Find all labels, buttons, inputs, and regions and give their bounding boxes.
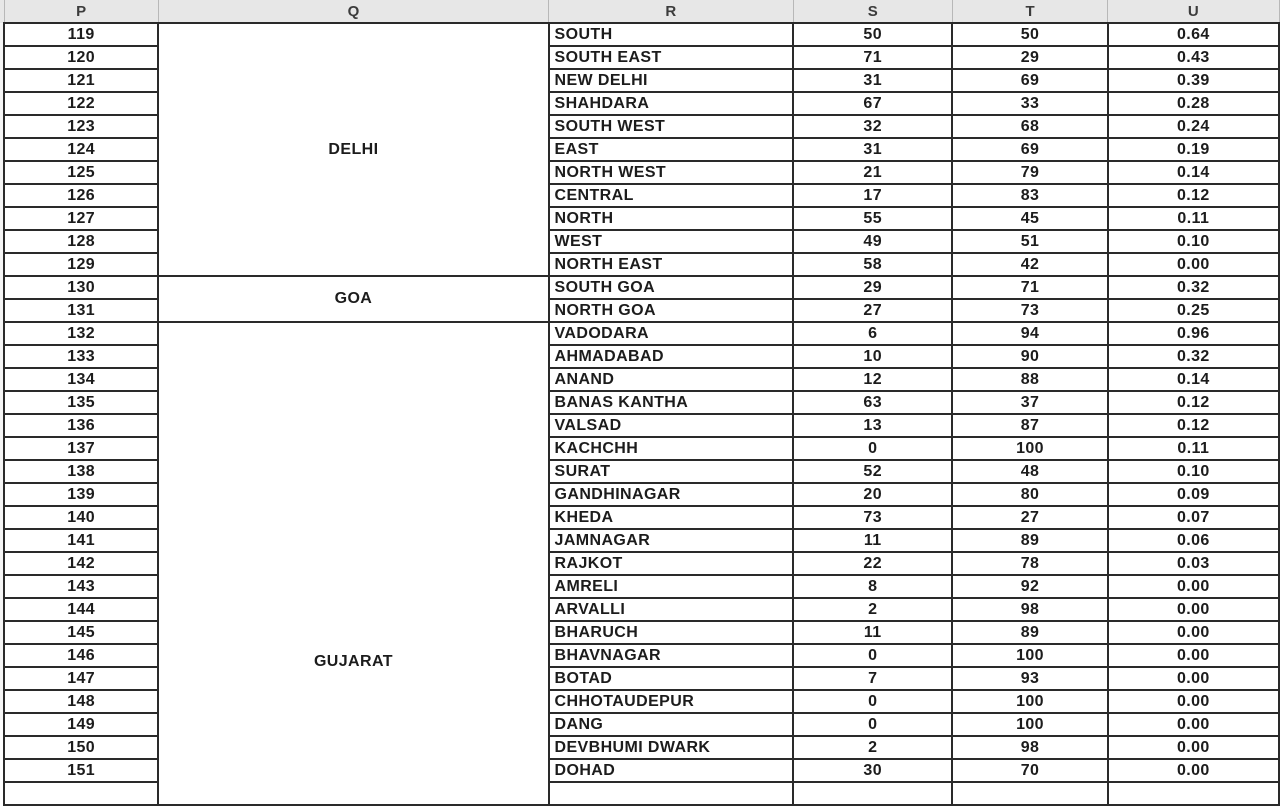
district-cell[interactable]: ANAND xyxy=(549,368,794,391)
value-t-cell[interactable]: 68 xyxy=(952,115,1107,138)
row-serial-cell[interactable]: 121 xyxy=(4,69,158,92)
value-t-cell[interactable]: 45 xyxy=(952,207,1107,230)
row-serial-cell[interactable]: 124 xyxy=(4,138,158,161)
value-t-cell[interactable]: 69 xyxy=(952,69,1107,92)
value-t-cell[interactable]: 100 xyxy=(952,690,1107,713)
value-s-cell[interactable]: 6 xyxy=(793,322,952,345)
column-header-p[interactable]: P xyxy=(4,0,158,23)
value-s-cell[interactable]: 27 xyxy=(793,299,952,322)
row-serial-cell[interactable]: 139 xyxy=(4,483,158,506)
table-row xyxy=(4,322,1279,345)
column-header-r[interactable]: R xyxy=(549,0,794,23)
value-t-cell[interactable]: 78 xyxy=(952,552,1107,575)
district-cell[interactable]: CHHOTAUDEPUR xyxy=(549,690,794,713)
value-t-cell[interactable]: 83 xyxy=(952,184,1107,207)
value-u-cell[interactable]: 0.00 xyxy=(1108,713,1279,736)
district-cell[interactable]: JAMNAGAR xyxy=(549,529,794,552)
value-u-cell[interactable]: 0.00 xyxy=(1108,253,1279,276)
value-s-cell[interactable]: 52 xyxy=(793,460,952,483)
value-s-cell[interactable]: 50 xyxy=(793,23,952,46)
value-u-cell[interactable] xyxy=(1108,782,1279,805)
district-cell[interactable]: SOUTH WEST xyxy=(549,115,794,138)
district-cell[interactable]: GANDHINAGAR xyxy=(549,483,794,506)
row-serial-cell[interactable]: 151 xyxy=(4,759,158,782)
value-t-cell[interactable]: 100 xyxy=(952,713,1107,736)
value-u-cell[interactable]: 0.11 xyxy=(1108,437,1279,460)
value-t-cell[interactable]: 73 xyxy=(952,299,1107,322)
value-t-cell[interactable]: 98 xyxy=(952,598,1107,621)
value-u-cell[interactable]: 0.03 xyxy=(1108,552,1279,575)
row-serial-cell[interactable]: 149 xyxy=(4,713,158,736)
value-s-cell[interactable]: 63 xyxy=(793,391,952,414)
district-cell[interactable]: BOTAD xyxy=(549,667,794,690)
district-cell[interactable]: CENTRAL xyxy=(549,184,794,207)
value-t-cell[interactable]: 93 xyxy=(952,667,1107,690)
value-u-cell[interactable]: 0.10 xyxy=(1108,230,1279,253)
value-s-cell[interactable]: 31 xyxy=(793,69,952,92)
value-s-cell[interactable]: 2 xyxy=(793,736,952,759)
column-header-row xyxy=(4,0,1279,23)
column-header-u[interactable]: U xyxy=(1108,0,1279,23)
value-s-cell[interactable]: 8 xyxy=(793,575,952,598)
row-serial-cell[interactable]: 127 xyxy=(4,207,158,230)
row-serial-cell[interactable]: 147 xyxy=(4,667,158,690)
value-s-cell[interactable]: 11 xyxy=(793,621,952,644)
district-cell[interactable]: AMRELI xyxy=(549,575,794,598)
row-serial-cell[interactable]: 130 xyxy=(4,276,158,299)
value-t-cell[interactable]: 100 xyxy=(952,437,1107,460)
value-s-cell[interactable] xyxy=(793,782,952,805)
value-u-cell[interactable]: 0.07 xyxy=(1108,506,1279,529)
district-cell[interactable]: SOUTH xyxy=(549,23,794,46)
district-cell[interactable]: ARVALLI xyxy=(549,598,794,621)
district-cell[interactable]: RAJKOT xyxy=(549,552,794,575)
table-row xyxy=(4,23,1279,46)
district-cell[interactable]: WEST xyxy=(549,230,794,253)
value-u-cell[interactable]: 0.00 xyxy=(1108,667,1279,690)
value-t-cell[interactable]: 37 xyxy=(952,391,1107,414)
value-u-cell[interactable]: 0.12 xyxy=(1108,414,1279,437)
row-serial-cell[interactable]: 148 xyxy=(4,690,158,713)
value-t-cell[interactable]: 27 xyxy=(952,506,1107,529)
value-u-cell[interactable]: 0.25 xyxy=(1108,299,1279,322)
row-serial-cell[interactable]: 131 xyxy=(4,299,158,322)
district-cell[interactable]: SURAT xyxy=(549,460,794,483)
row-serial-cell[interactable]: 135 xyxy=(4,391,158,414)
district-cell[interactable]: EAST xyxy=(549,138,794,161)
value-s-cell[interactable]: 55 xyxy=(793,207,952,230)
value-u-cell[interactable]: 0.00 xyxy=(1108,736,1279,759)
value-t-cell[interactable]: 51 xyxy=(952,230,1107,253)
state-merged-cell[interactable] xyxy=(158,23,548,276)
district-cell[interactable]: SOUTH EAST xyxy=(549,46,794,69)
value-u-cell[interactable]: 0.12 xyxy=(1108,391,1279,414)
district-cell[interactable]: SHAHDARA xyxy=(549,92,794,115)
value-s-cell[interactable]: 2 xyxy=(793,598,952,621)
district-cell[interactable]: NORTH GOA xyxy=(549,299,794,322)
district-cell[interactable]: NEW DELHI xyxy=(549,69,794,92)
row-serial-cell[interactable]: 140 xyxy=(4,506,158,529)
district-cell[interactable]: NORTH xyxy=(549,207,794,230)
value-t-cell[interactable]: 89 xyxy=(952,621,1107,644)
row-serial-cell[interactable]: 145 xyxy=(4,621,158,644)
value-u-cell[interactable]: 0.00 xyxy=(1108,598,1279,621)
value-t-cell[interactable]: 88 xyxy=(952,368,1107,391)
value-u-cell[interactable]: 0.00 xyxy=(1108,575,1279,598)
row-serial-cell[interactable]: 129 xyxy=(4,253,158,276)
row-serial-cell[interactable]: 150 xyxy=(4,736,158,759)
value-t-cell[interactable]: 50 xyxy=(952,23,1107,46)
value-s-cell[interactable]: 7 xyxy=(793,667,952,690)
state-merged-cell[interactable] xyxy=(158,276,548,322)
row-serial-cell[interactable]: 134 xyxy=(4,368,158,391)
row-serial-cell[interactable]: 132 xyxy=(4,322,158,345)
value-s-cell[interactable]: 10 xyxy=(793,345,952,368)
value-t-cell[interactable]: 48 xyxy=(952,460,1107,483)
row-serial-cell[interactable]: 142 xyxy=(4,552,158,575)
row-serial-cell[interactable]: 125 xyxy=(4,161,158,184)
row-serial-cell[interactable]: 143 xyxy=(4,575,158,598)
row-serial-cell[interactable]: 138 xyxy=(4,460,158,483)
value-t-cell[interactable]: 90 xyxy=(952,345,1107,368)
value-s-cell[interactable]: 30 xyxy=(793,759,952,782)
value-s-cell[interactable]: 58 xyxy=(793,253,952,276)
district-cell[interactable]: SOUTH GOA xyxy=(549,276,794,299)
district-cell[interactable]: KACHCHH xyxy=(549,437,794,460)
row-serial-cell[interactable]: 119 xyxy=(4,23,158,46)
value-s-cell[interactable]: 22 xyxy=(793,552,952,575)
district-cell[interactable]: BANAS KANTHA xyxy=(549,391,794,414)
value-u-cell[interactable]: 0.28 xyxy=(1108,92,1279,115)
row-serial-cell[interactable] xyxy=(4,782,158,805)
value-t-cell[interactable]: 94 xyxy=(952,322,1107,345)
district-cell[interactable]: DANG xyxy=(549,713,794,736)
district-cell[interactable]: DEVBHUMI DWARK xyxy=(549,736,794,759)
district-cell[interactable]: BHAVNAGAR xyxy=(549,644,794,667)
value-t-cell[interactable]: 71 xyxy=(952,276,1107,299)
spreadsheet-grid xyxy=(3,0,1280,806)
row-serial-cell[interactable]: 133 xyxy=(4,345,158,368)
state-label: DELHI xyxy=(328,140,379,158)
value-t-cell[interactable] xyxy=(952,782,1107,805)
table-row xyxy=(4,276,1279,299)
value-s-cell[interactable]: 20 xyxy=(793,483,952,506)
value-t-cell[interactable]: 92 xyxy=(952,575,1107,598)
state-label: GUJARAT xyxy=(313,653,393,670)
value-t-cell[interactable]: 79 xyxy=(952,161,1107,184)
value-s-cell[interactable]: 0 xyxy=(793,437,952,460)
value-u-cell[interactable]: 0.32 xyxy=(1108,345,1279,368)
value-u-cell[interactable]: 0.14 xyxy=(1108,368,1279,391)
value-t-cell[interactable]: 42 xyxy=(952,253,1107,276)
district-cell[interactable] xyxy=(549,782,794,805)
district-cell[interactable]: BHARUCH xyxy=(549,621,794,644)
value-u-cell[interactable]: 0.19 xyxy=(1108,138,1279,161)
row-serial-cell[interactable]: 128 xyxy=(4,230,158,253)
value-s-cell[interactable]: 0 xyxy=(793,690,952,713)
value-u-cell[interactable]: 0.00 xyxy=(1108,621,1279,644)
value-u-cell[interactable]: 0.43 xyxy=(1108,46,1279,69)
value-u-cell[interactable]: 0.00 xyxy=(1108,644,1279,667)
value-u-cell[interactable]: 0.14 xyxy=(1108,161,1279,184)
row-serial-cell[interactable]: 126 xyxy=(4,184,158,207)
value-s-cell[interactable]: 32 xyxy=(793,115,952,138)
district-cell[interactable]: NORTH EAST xyxy=(549,253,794,276)
value-t-cell[interactable]: 98 xyxy=(952,736,1107,759)
value-t-cell[interactable]: 29 xyxy=(952,46,1107,69)
value-u-cell[interactable]: 0.00 xyxy=(1108,759,1279,782)
row-serial-cell[interactable]: 136 xyxy=(4,414,158,437)
value-s-cell[interactable]: 0 xyxy=(793,644,952,667)
row-serial-cell[interactable]: 137 xyxy=(4,437,158,460)
value-t-cell[interactable]: 89 xyxy=(952,529,1107,552)
value-s-cell[interactable]: 67 xyxy=(793,92,952,115)
value-t-cell[interactable]: 100 xyxy=(952,644,1107,667)
value-t-cell[interactable]: 69 xyxy=(952,138,1107,161)
column-header-s[interactable]: S xyxy=(793,0,952,23)
value-s-cell[interactable]: 12 xyxy=(793,368,952,391)
column-header-q[interactable]: Q xyxy=(158,0,548,23)
value-u-cell[interactable]: 0.00 xyxy=(1108,690,1279,713)
state-label: GOA xyxy=(334,290,373,307)
district-cell[interactable]: AHMADABAD xyxy=(549,345,794,368)
district-cell[interactable]: VALSAD xyxy=(549,414,794,437)
value-s-cell[interactable]: 13 xyxy=(793,414,952,437)
column-header-t[interactable]: T xyxy=(952,0,1107,23)
district-cell[interactable]: DOHAD xyxy=(549,759,794,782)
row-serial-cell[interactable]: 122 xyxy=(4,92,158,115)
value-s-cell[interactable]: 73 xyxy=(793,506,952,529)
value-s-cell[interactable]: 49 xyxy=(793,230,952,253)
value-s-cell[interactable]: 17 xyxy=(793,184,952,207)
row-serial-cell[interactable]: 141 xyxy=(4,529,158,552)
state-merged-cell[interactable] xyxy=(158,322,548,805)
value-t-cell[interactable]: 33 xyxy=(952,92,1107,115)
value-s-cell[interactable]: 21 xyxy=(793,161,952,184)
value-u-cell[interactable]: 0.12 xyxy=(1108,184,1279,207)
value-t-cell[interactable]: 87 xyxy=(952,414,1107,437)
value-s-cell[interactable]: 31 xyxy=(793,138,952,161)
district-cell[interactable]: KHEDA xyxy=(549,506,794,529)
value-u-cell[interactable]: 0.39 xyxy=(1108,69,1279,92)
sheet-body xyxy=(4,23,1279,805)
value-s-cell[interactable]: 71 xyxy=(793,46,952,69)
value-u-cell[interactable]: 0.64 xyxy=(1108,23,1279,46)
row-serial-cell[interactable]: 120 xyxy=(4,46,158,69)
value-u-cell[interactable]: 0.96 xyxy=(1108,322,1279,345)
value-u-cell[interactable]: 0.09 xyxy=(1108,483,1279,506)
value-u-cell[interactable]: 0.24 xyxy=(1108,115,1279,138)
row-serial-cell[interactable]: 123 xyxy=(4,115,158,138)
value-s-cell[interactable]: 0 xyxy=(793,713,952,736)
value-t-cell[interactable]: 80 xyxy=(952,483,1107,506)
value-t-cell[interactable]: 70 xyxy=(952,759,1107,782)
district-cell[interactable]: NORTH WEST xyxy=(549,161,794,184)
value-u-cell[interactable]: 0.10 xyxy=(1108,460,1279,483)
row-serial-cell[interactable]: 144 xyxy=(4,598,158,621)
value-u-cell[interactable]: 0.11 xyxy=(1108,207,1279,230)
value-u-cell[interactable]: 0.06 xyxy=(1108,529,1279,552)
value-u-cell[interactable]: 0.32 xyxy=(1108,276,1279,299)
value-s-cell[interactable]: 11 xyxy=(793,529,952,552)
value-s-cell[interactable]: 29 xyxy=(793,276,952,299)
district-cell[interactable]: VADODARA xyxy=(549,322,794,345)
row-serial-cell[interactable]: 146 xyxy=(4,644,158,667)
